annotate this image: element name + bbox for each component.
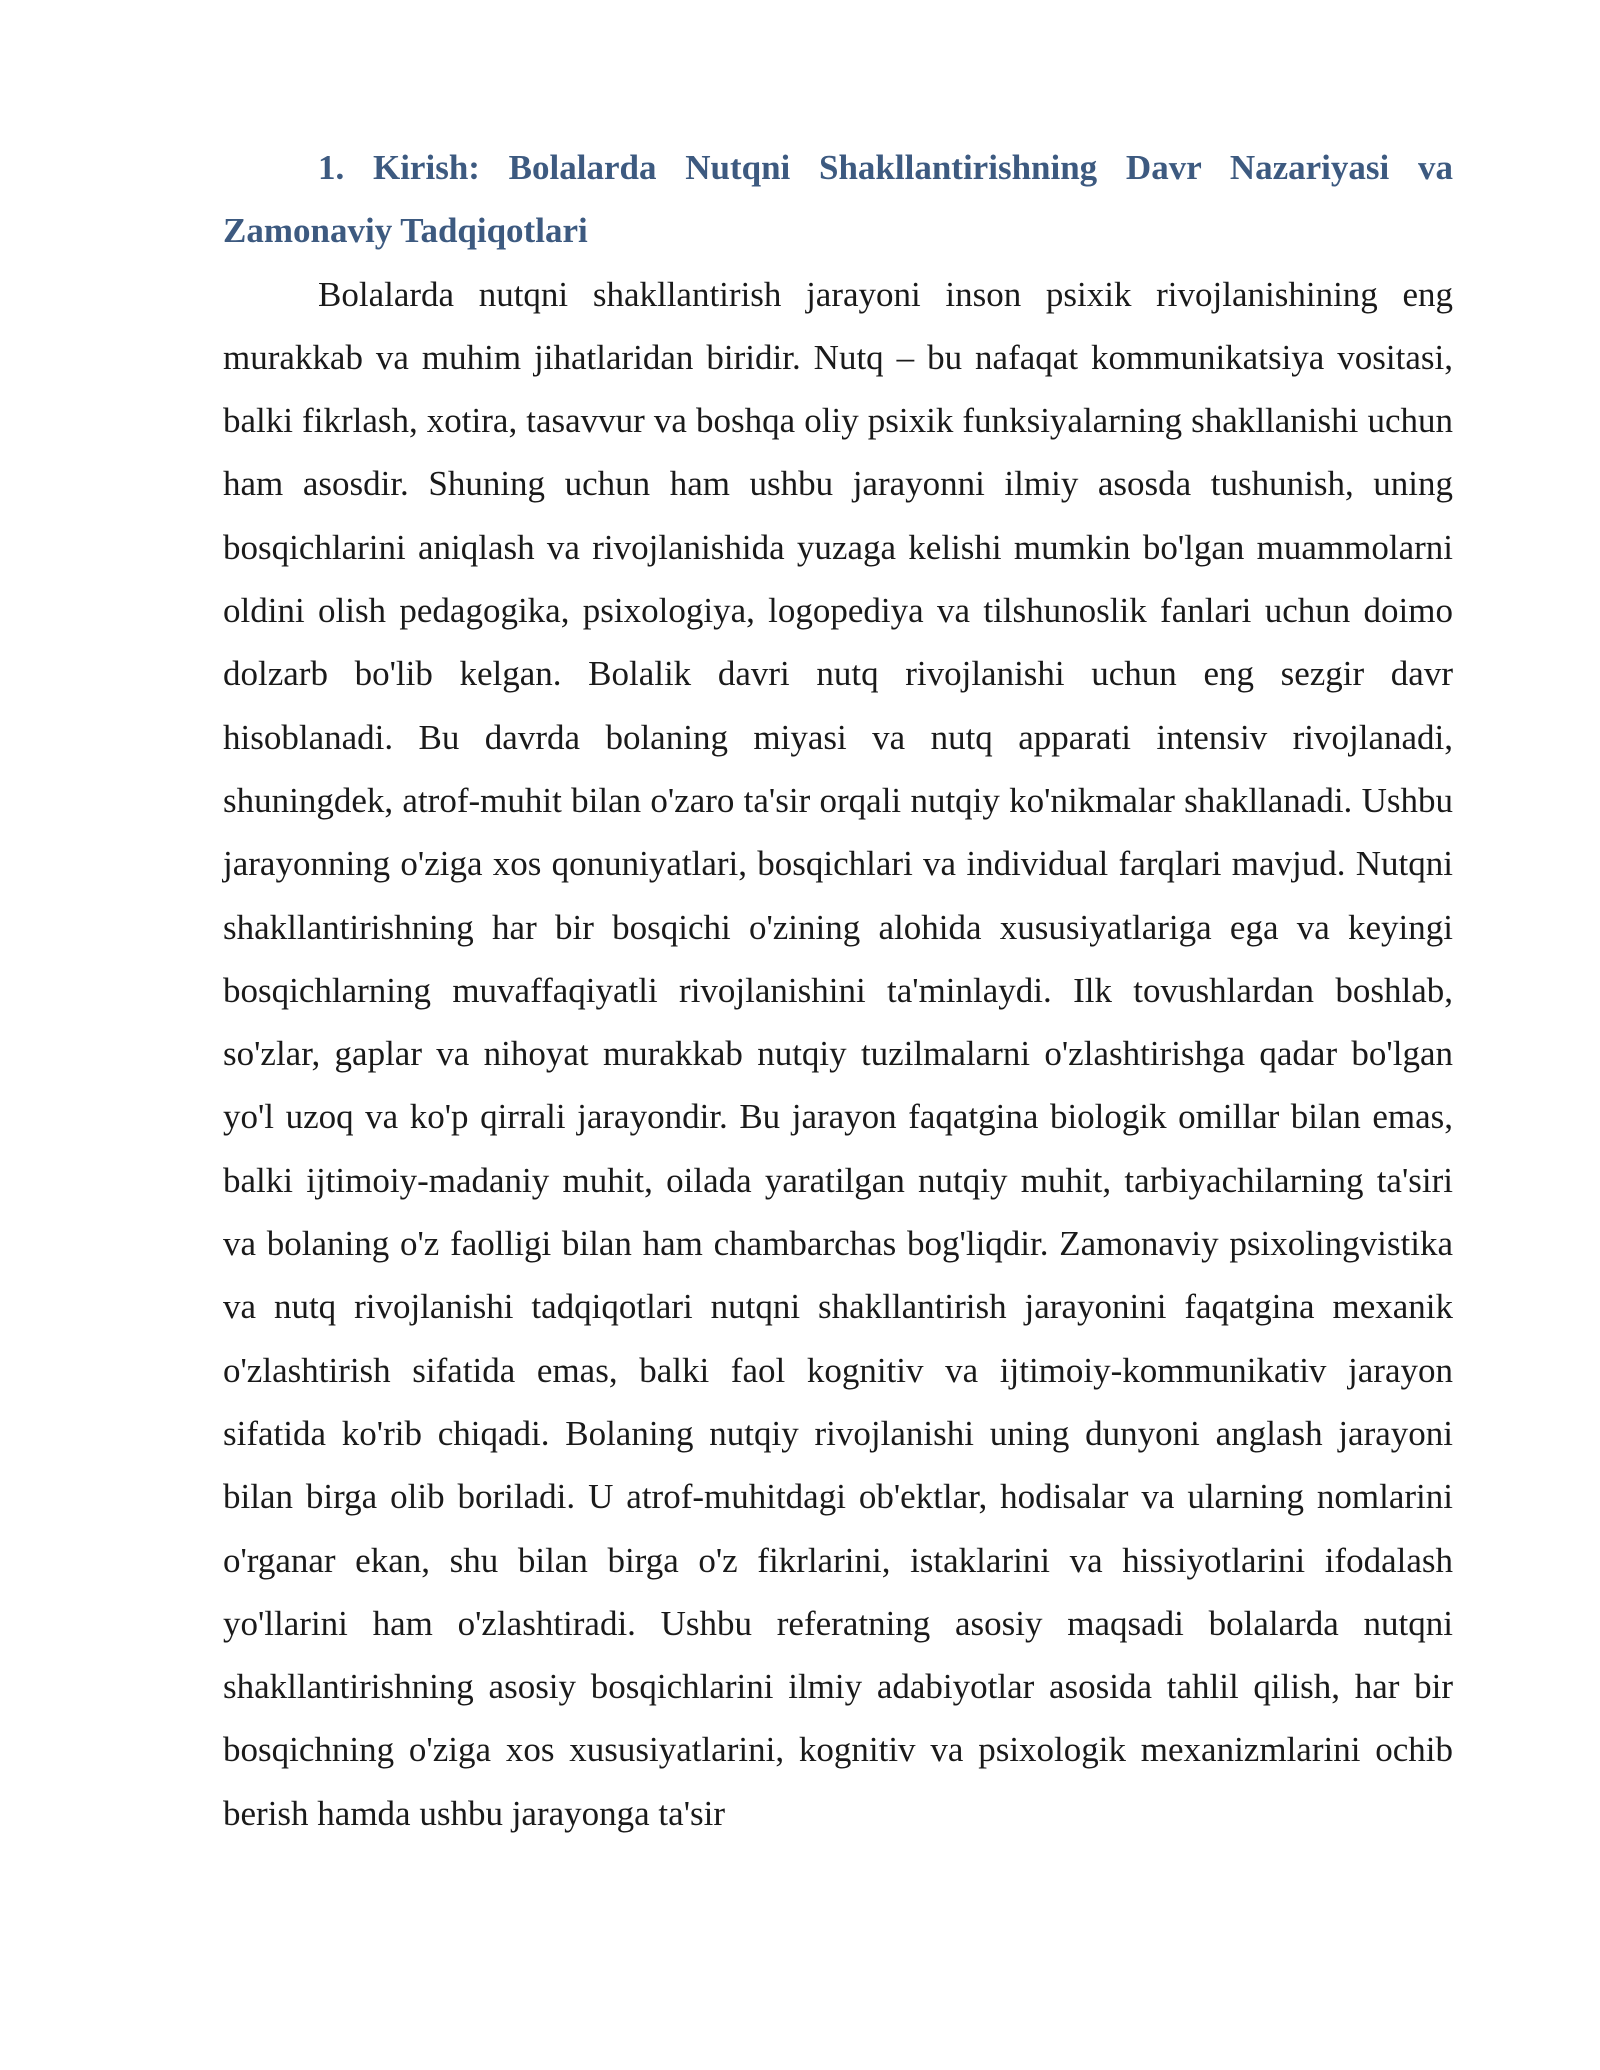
body-paragraph: Bolalarda nutqni shakllantirish jarayoni inson psixik rivojlanishining eng murakkab va muhim jihatlaridan biridir. Nutq – bu nafaqat kommunikatsiya vositasi, balki fikrlash, xotira, tasavvur va boshqa oliy psixik funksiyalarning shakllanishi uchun ham asosdir. Shuning uchun ham ushbu jarayonni ilmiy asosda tushunish, uning bosqichlarini aniqlash va rivojlanishida yuzaga kelishi mumkin bo'lgan muammolarni oldini olish pedagogika, psixologiya, logopediya va tilshunoslik fanlari uchun doimo dolzarb bo'lib kelgan. Bolalik davri nutq rivojlanishi uchun eng sezgir davr hisoblanadi. Bu davrda bolaning miyasi va nutq apparati intensiv rivojlanadi, shuningdek, atrof-muhit bilan o'zaro ta'sir orqali nutqiy ko'nikmalar shakllanadi. Ushbu jarayonning o'ziga xos qonuniyatlari, bosqichlari va individual farqlari mavjud. Nutqni shakllantirishning har bir bosqichi o'zining alohida xususiyatlariga ega va keyingi bosqichlarning muvaffaqiyatli rivojlanishini ta'minlaydi. Ilk tovushlardan boshlab, so'zlar, gaplar va nihoyat murakkab nutqiy tuzilmalarni o'zlashtirishga qadar bo'lgan yo'l uzoq va ko'p qirrali jarayondir. Bu jarayon faqatgina biologik omillar bilan emas, balki ijtimoiy-madaniy muhit, oilada yaratilgan nutqiy muhit, tarbiyachilarning ta'siri va bolaning o'z faolligi bilan ham chambarchas bog'liqdir. Zamonaviy psixolingvistika va nutq rivojlanishi tadqiqotlari nutqni shakllantirish jarayonini faqatgina mexanik o'zlashtirish sifatida emas, balki faol kognitiv va ijtimoiy-kommunikativ jarayon sifatida ko'rib chiqadi. Bolaning nutqiy rivojlanishi uning dunyoni anglash jarayoni bilan birga olib boriladi. U atrof-muhitdagi ob'ektlar, hodisalar va ularning nomlarini o'rganar ekan, shu bilan birga o'z fikrlarini, istaklarini va hissiyotlarini ifodalash yo'llarini ham o'zlashtiradi. Ushbu referatning asosiy maqsadi bolalarda nutqni shakllantirishning asosiy bosqichlarini ilmiy adabiyotlar asosida tahlil qilish, har bir bosqichning o'ziga xos xususiyatlarini, kognitiv va psixologik mexanizmlarini ochib berish hamda ushbu jarayonga ta'sir bbox=[223, 274, 1453, 1833]
section-heading: 1. Kirish: Bolalarda Nutqni Shakllantirishning Davr Nazariyasi va Zamonaviy Tadqiqotlari bbox=[223, 148, 1453, 251]
document-content bbox=[223, 136, 1453, 1845]
